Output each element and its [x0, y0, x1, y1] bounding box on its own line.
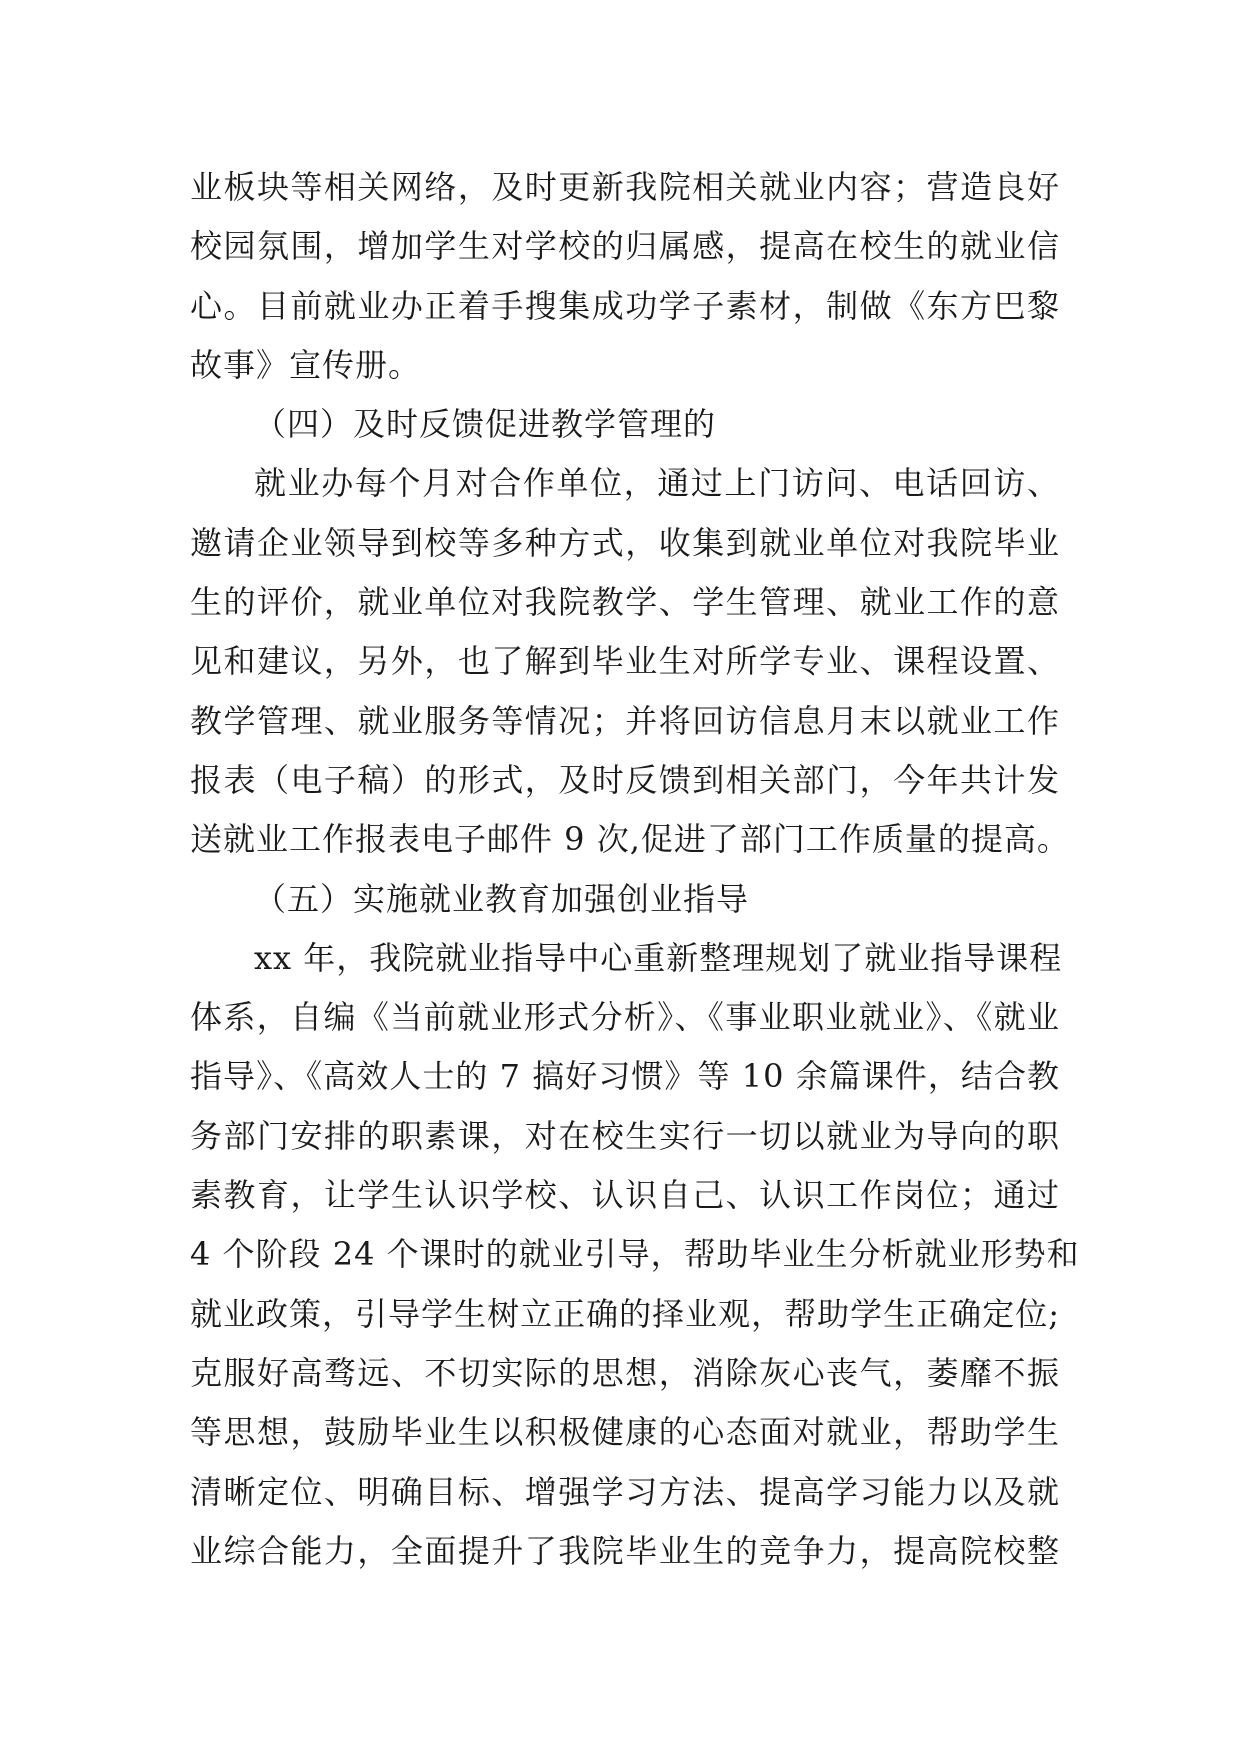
- text-line: 素教育，让学生认识学校、认识自己、认识工作岗位；通过: [190, 1176, 1060, 1215]
- text-line: 4 个阶段 24 个课时的就业引导，帮助毕业生分析就业形势和: [190, 1235, 1080, 1274]
- text-line: 指导》、《高效人士的 7 搞好习惯》等 10 余篇课件，结合教: [190, 1057, 1060, 1096]
- section-heading-five: （五）实施就业教育加强创业指导: [254, 879, 750, 918]
- text-line: 校园氛围，增加学生对学校的归属感，提高在校生的就业信: [190, 227, 1060, 266]
- text-line: 业板块等相关网络，及时更新我院相关就业内容；营造良好: [190, 168, 1060, 206]
- text-line: 报表（电子稿）的形式，及时反馈到相关部门，今年共计发: [190, 760, 1060, 799]
- text-line: 邀请企业领导到校等多种方式，收集到就业单位对我院毕业: [190, 523, 1060, 562]
- text-line: 故事》宣传册。: [190, 345, 422, 384]
- text-line: 等思想，鼓励毕业生以积极健康的心态面对就业，帮助学生: [190, 1413, 1060, 1452]
- text-line: 业综合能力，全面提升了我院毕业生的竞争力，提高院校整: [190, 1531, 1060, 1570]
- text-line: 见和建议，另外，也了解到毕业生对所学专业、课程设置、: [190, 642, 1060, 681]
- text-line: 务部门安排的职素课，对在校生实行一切以就业为导向的职: [190, 1116, 1060, 1155]
- text-line: 就业办每个月对合作单位，通过上门访问、电话回访、: [254, 464, 1060, 503]
- text-line: 清晰定位、明确目标、增强学习方法、提高学习能力以及就: [190, 1472, 1060, 1511]
- text-line: 送就业工作报表电子邮件 9 次,促进了部门工作质量的提高。: [190, 820, 1070, 859]
- text-line: 教学管理、就业服务等情况；并将回访信息月末以就业工作: [190, 701, 1060, 740]
- text-line: 生的评价，就业单位对我院教学、学生管理、就业工作的意: [190, 583, 1060, 622]
- text-line: xx 年，我院就业指导中心重新整理规划了就业指导课程: [254, 938, 1063, 977]
- section-heading-four: （四）及时反馈促进教学管理的: [254, 405, 717, 444]
- text-line: 体系，自编《当前就业形式分析》、《事业职业就业》、《就业: [190, 998, 1060, 1037]
- text-line: 心。目前就业办正着手搜集成功学子素材，制做《东方巴黎: [190, 286, 1060, 325]
- body-text: [190, 158, 1080, 1581]
- text-line: 就业政策，引导学生树立正确的择业观，帮助学生正确定位;: [190, 1294, 1060, 1333]
- text-line: 克服好高骛远、不切实际的思想，消除灰心丧气，萎靡不振: [190, 1353, 1060, 1392]
